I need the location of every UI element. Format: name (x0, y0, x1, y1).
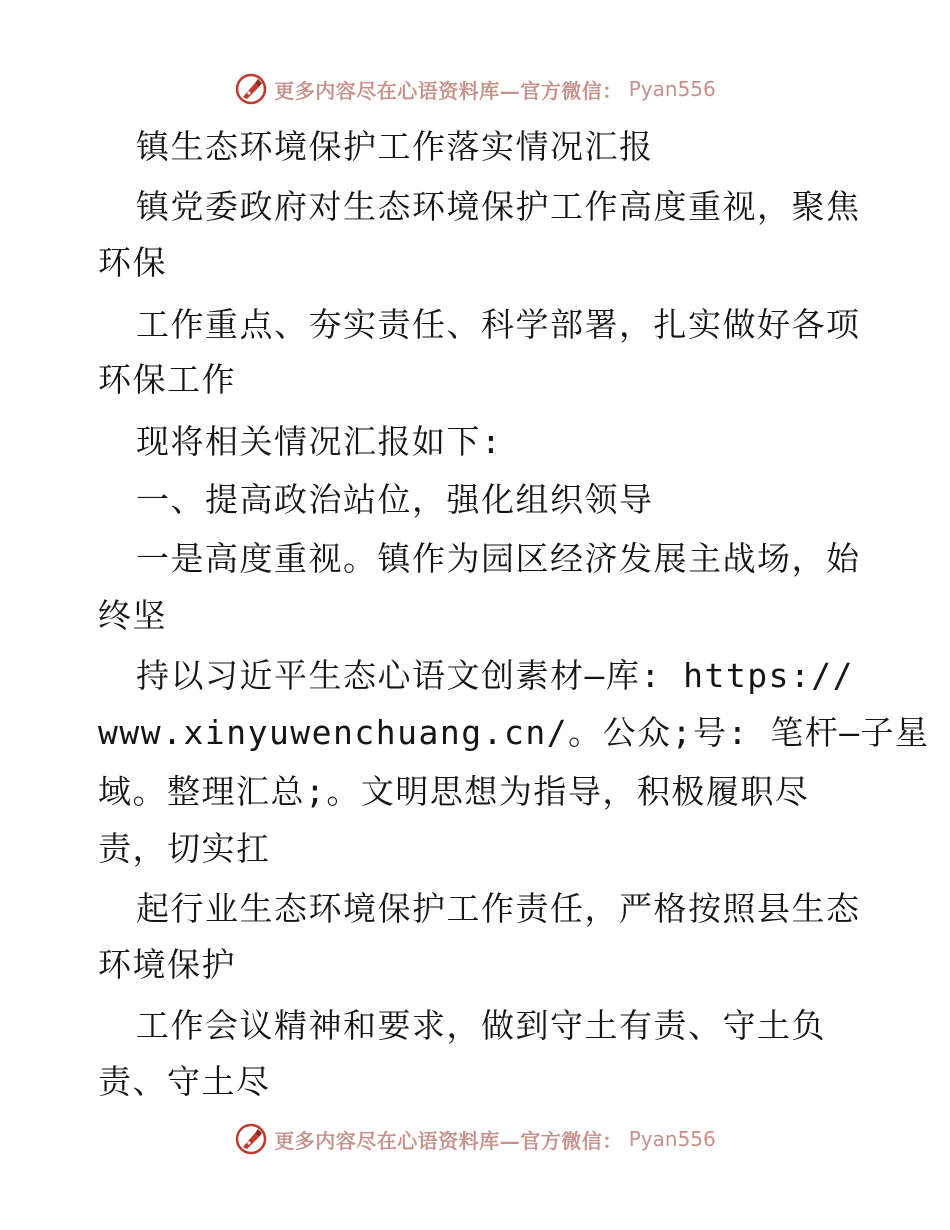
paragraph-line: 起行业生态环境保护工作责任，严格按照县生态 (136, 889, 861, 928)
paragraph-line: 责，切实扛 (98, 829, 271, 868)
doc-title: 镇生态环境保护工作落实情况汇报 (136, 127, 654, 166)
pen-nib-seal-icon (234, 1122, 268, 1156)
paragraph-line: 工作重点、夯实责任、科学部署，扎实做好各项 (136, 305, 861, 344)
paragraph-line: 责、守土尽 (98, 1062, 271, 1101)
paragraph-line: 环境保护 (98, 945, 236, 984)
paragraph-line: 一是高度重视。镇作为园区经济发展主战场，始 (136, 539, 861, 578)
watermark-text: 更多内容尽在心语资料库—官方微信： (274, 1128, 623, 1153)
paragraph-line: 终坚 (98, 596, 167, 635)
watermark-banner-bottom (0, 1122, 950, 1156)
section-heading: 一、提高政治站位，强化组织领导 (136, 480, 654, 519)
paragraph-line: 环保工作 (98, 360, 236, 399)
paragraph-line: 域。整理汇总;。文明思想为指导，积极履职尽 (98, 772, 810, 811)
paragraph-line: 工作会议精神和要求，做到守土有责、守土负 (136, 1006, 826, 1045)
paragraph-line: 镇党委政府对生态环境保护工作高度重视，聚焦 (136, 187, 861, 226)
watermark-wechat-id: Pyan556 (628, 1127, 716, 1151)
watermark-text: 更多内容尽在心语资料库—官方微信： (274, 78, 623, 103)
watermark-banner-top (0, 72, 950, 106)
pen-nib-seal-icon (234, 72, 268, 106)
paragraph-line: 持以习近平生态心语文创素材—库: https:// (136, 656, 855, 695)
paragraph-line: 环保 (98, 243, 167, 282)
paragraph-line: www.xinyuwenchuang.cn/。公众;号: 笔杆—子星 (98, 713, 930, 752)
paragraph-line: 现将相关情况汇报如下: (136, 422, 503, 461)
watermark-wechat-id: Pyan556 (628, 77, 716, 101)
